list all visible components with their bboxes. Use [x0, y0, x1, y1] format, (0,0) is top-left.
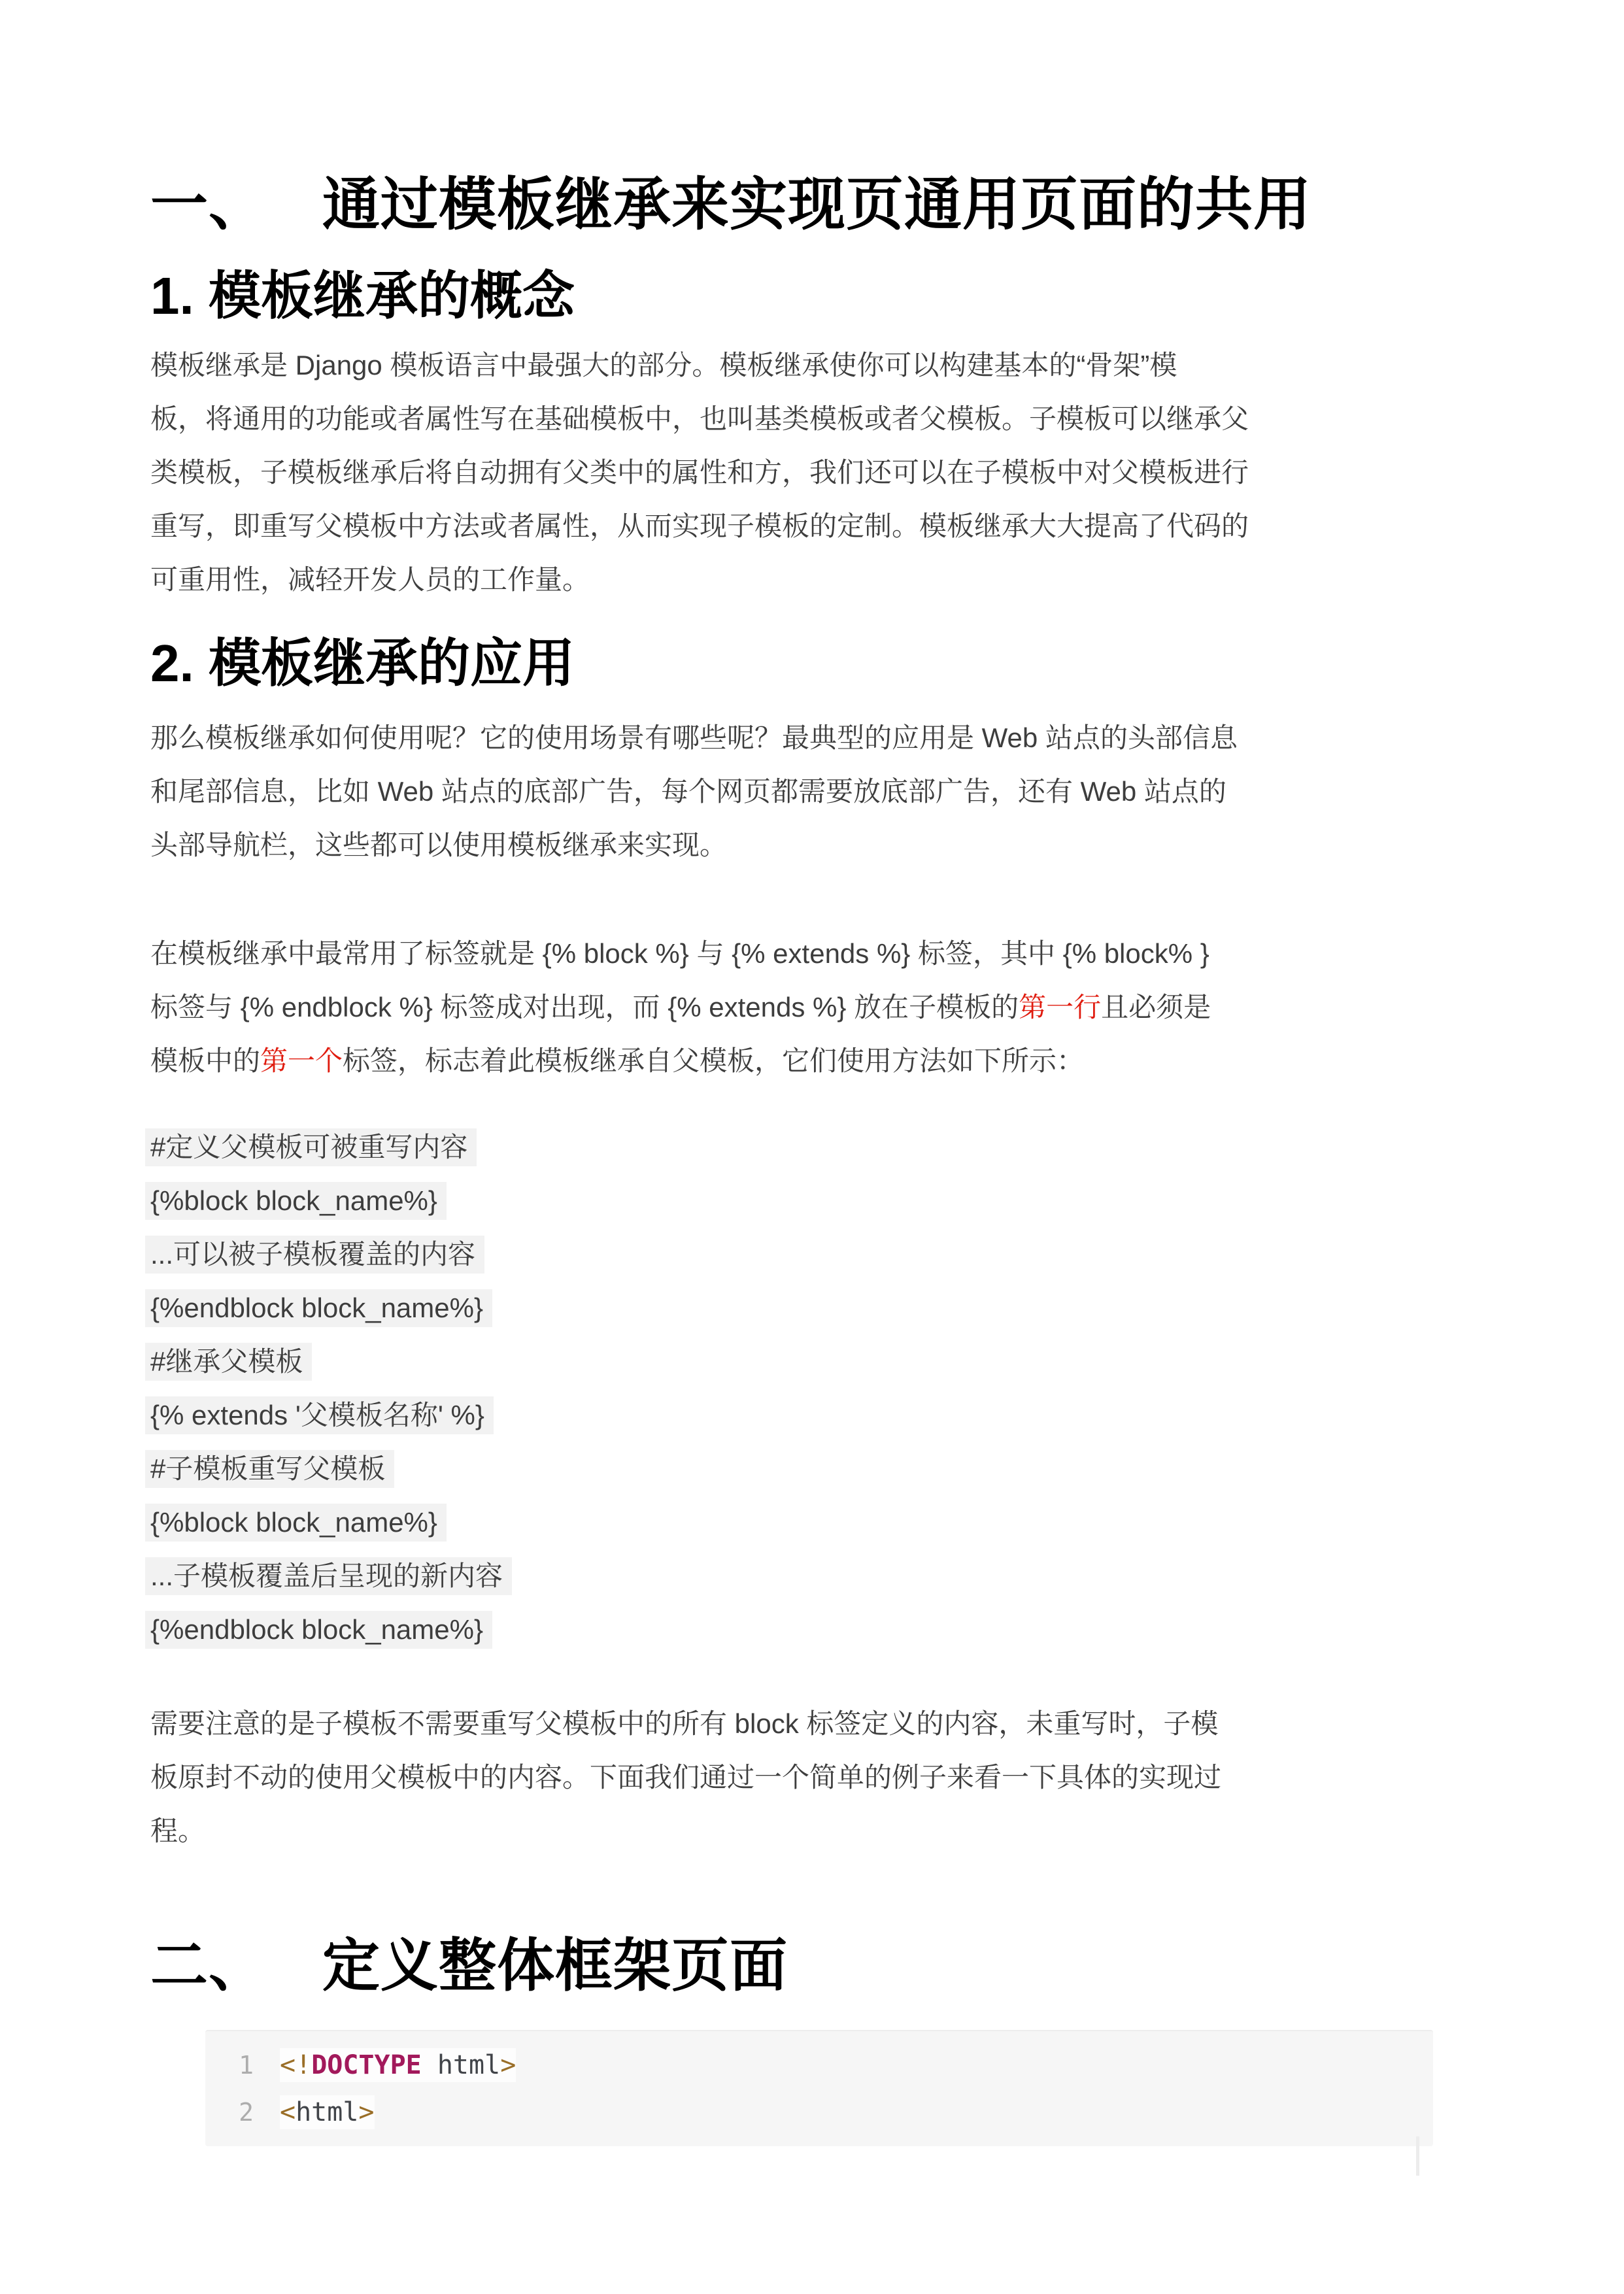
- inline-code-text: {% extends '父模板名称' %}: [145, 1396, 494, 1434]
- section-2-numeral: 二、: [150, 1933, 267, 1998]
- inline-code-text: {%endblock block_name%}: [145, 1611, 492, 1649]
- section-2-heading: [150, 1930, 788, 2002]
- concept-paragraph: [150, 339, 1523, 607]
- text-line: 板，将通用的功能或者属性写在基础模板中，也叫基类模板或者父模板。子模板可以继承父: [150, 403, 1249, 434]
- section-1-title: 通过模板继承来实现页通用页面的共用: [322, 172, 1312, 237]
- text-line: 模板中的第一个标签，标志着此模板继承自父模板，它们使用方法如下所示：: [150, 1045, 1085, 1076]
- text-line: 重写，即重写父模板中方法或者属性，从而实现子模板的定制。模板继承大大提高了代码的: [150, 511, 1249, 541]
- text-line: 标签与 {% endblock %} 标签成对出现，而 {% extends %} 放在子模板的第一行且必须是: [150, 992, 1211, 1022]
- inline-code-text: #子模板重写父模板: [145, 1450, 394, 1488]
- section-2-title: 定义整体框架页面: [322, 1933, 788, 1998]
- application-heading: 2. 模板继承的应用: [150, 634, 575, 692]
- text-line: 可重用性，减轻开发人员的工作量。: [150, 564, 590, 595]
- code-block: [205, 2030, 1433, 2146]
- text-line: 那么模板继承如何使用呢？它的使用场景有哪些呢？最典型的应用是 Web 站点的头部信息: [150, 722, 1238, 753]
- inline-code-line: [150, 1121, 1523, 1174]
- concept-heading: 1. 模板继承的概念: [150, 267, 575, 325]
- text-line: 程。: [150, 1815, 206, 1846]
- text-line: 板原封不动的使用父模板中的内容。下面我们通过一个简单的例子来看一下具体的实现过: [150, 1762, 1222, 1793]
- inline-code-line: [150, 1389, 1523, 1442]
- inline-code-text: #定义父模板可被重写内容: [145, 1128, 477, 1166]
- inline-code-line: [150, 1496, 1523, 1549]
- inline-code-line: [150, 1549, 1523, 1603]
- inline-code-text: {%block block_name%}: [145, 1182, 447, 1220]
- inline-code-line: [150, 1228, 1523, 1281]
- line-number: 2: [239, 2098, 254, 2127]
- code-block-scrollbar-remnant: [1416, 2136, 1419, 2176]
- inline-code-text: {%endblock block_name%}: [145, 1289, 492, 1327]
- template-snippet-lines: [150, 1121, 1523, 1657]
- inline-code-line: [150, 1603, 1523, 1657]
- inline-code-line: [150, 1281, 1523, 1335]
- inline-code-text: {%block block_name%}: [145, 1504, 447, 1542]
- code-text: <!DOCTYPE html>: [280, 2050, 516, 2080]
- inline-code-line: [150, 1174, 1523, 1228]
- tags-paragraph: [150, 927, 1523, 1088]
- code-text: <html>: [280, 2097, 375, 2127]
- inline-code-text: ...子模板覆盖后呈现的新内容: [145, 1557, 512, 1595]
- text-line: 需要注意的是子模板不需要重写父模板中的所有 block 标签定义的内容，未重写时，子模: [150, 1708, 1219, 1739]
- text-line: 在模板继承中最常用了标签就是 {% block %} 与 {% extends %} 标签，其中 {% block% }: [150, 938, 1210, 969]
- section-1-heading: [150, 169, 1311, 241]
- inline-code-line: [150, 1335, 1523, 1389]
- text-line: 头部导航栏，这些都可以使用模板继承来实现。: [150, 830, 728, 860]
- code-line: [225, 2089, 1433, 2136]
- inline-code-text: #继承父模板: [145, 1343, 312, 1381]
- section-1-numeral: 一、: [150, 172, 267, 237]
- inline-code-text: ...可以被子模板覆盖的内容: [145, 1236, 484, 1274]
- line-number: 1: [239, 2051, 254, 2080]
- text-line: 和尾部信息，比如 Web 站点的底部广告，每个网页都需要放底部广告，还有 Web 站点的: [150, 776, 1226, 807]
- code-line: [225, 2042, 1433, 2089]
- inline-code-line: [150, 1442, 1523, 1496]
- application-paragraph: [150, 711, 1523, 872]
- text-line: 类模板，子模板继承后将自动拥有父类中的属性和方，我们还可以在子模板中对父模板进行: [150, 457, 1249, 488]
- note-paragraph: [150, 1697, 1523, 1858]
- text-line: 模板继承是 Django 模板语言中最强大的部分。模板继承使你可以构建基本的“骨架”模: [150, 350, 1177, 380]
